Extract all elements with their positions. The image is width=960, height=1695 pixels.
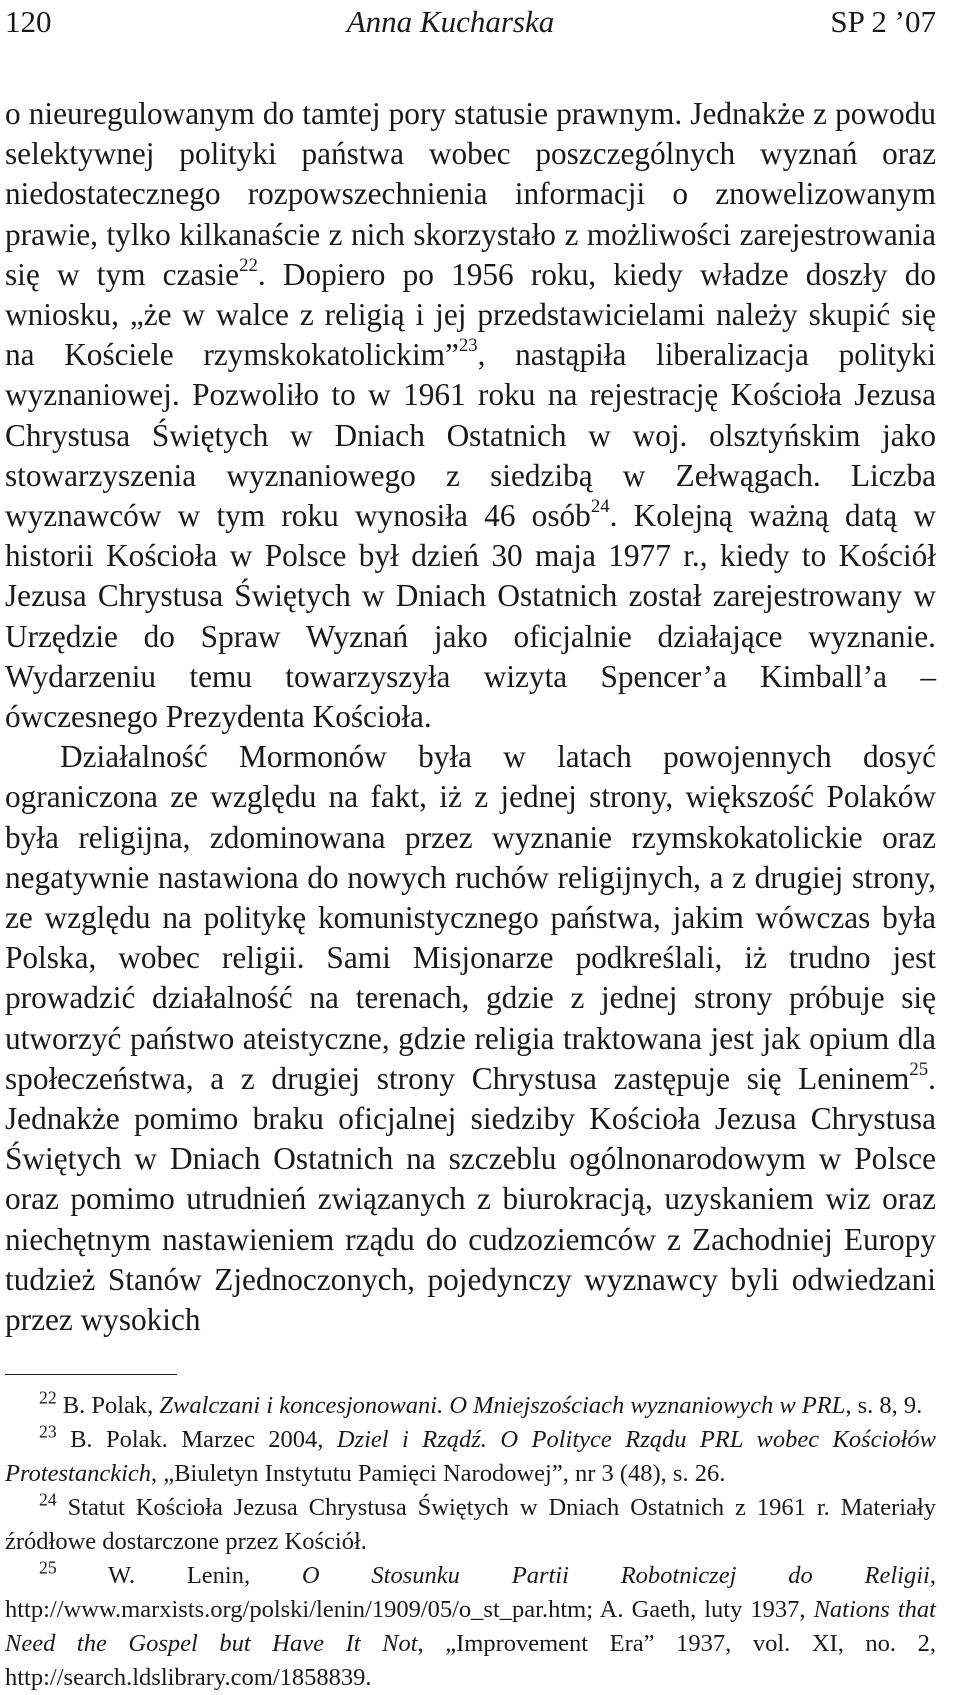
footnote-text: W. Lenin,	[56, 1562, 302, 1590]
footnote-separator	[5, 1374, 177, 1375]
paragraph-2	[5, 737, 936, 1340]
journal-issue: SP 2 ’07	[830, 4, 936, 39]
footnote-text: , „Improvement Era” 1937, vol. XI, no. 2, http://search.ldslibrary.com/1858839.	[5, 1630, 936, 1692]
footnote-title: Zwalczani i koncesjonowani. O Mniejszościach wyznaniowych w PRL	[159, 1392, 846, 1420]
footnote-number: 25	[39, 1557, 57, 1578]
main-text	[5, 94, 936, 1340]
footnote-text: , http://www.marxists.org/polski/lenin/1909/05/o_st_par.htm; A. Gaeth, luty 1937,	[5, 1562, 936, 1624]
footnote-23	[5, 1423, 936, 1491]
paragraph-1	[5, 94, 936, 737]
footnote-ref-25[interactable]: 25	[909, 1058, 929, 1080]
footnote-22	[5, 1389, 936, 1423]
paragraph-1-text-d: . Kolejną ważną datą w historii Kościoła w Polsce był dzień 30 maja 1977 r., kiedy to Kościół Jezusa Chrystusa Świętych w Dniach Ostatnich został zarejestrowany w Urzędzie do Spraw Wyznań jako oficjalnie działające wyznanie. Wydarzeniu temu towarzyszyła wizyta Spencer’a Kimball’a – ówczesnego Prezydenta Kościoła.	[5, 498, 936, 735]
footnote-text: Statut Kościoła Jezusa Chrystusa Świętych w Dniach Ostatnich z 1961 r. Materiały źródłowe dostarczone przez Kościół.	[5, 1494, 936, 1556]
footnote-25	[5, 1559, 936, 1695]
footnote-ref-23[interactable]: 23	[458, 335, 478, 357]
paragraph-2-text-b: . Jednakże pomimo braku oficjalnej siedziby Kościoła Jezusa Chrystusa Świętych w Dniach Ostatnich na szczeblu ogólnonarodowym w Polsce oraz pomimo utrudnień związanych z biurokracją, uzyskaniem wiz oraz niechętnym nastawieniem rządu do cudzoziemców z Zachodniej Europy tudzież Stanów Zjednoczonych, pojedynczy wyznawcy byli odwiedzani przez wysokich	[5, 1060, 936, 1338]
paragraph-1-text-c: , nastąpiła liberalizacja polityki wyznaniowej. Pozwoliło to w 1961 roku na rejestrację Kościoła Jezusa Chrystusa Świętych w Dniach Ostatnich w woj. olsztyńskim jako stowarzyszenia wyznaniowego z siedzibą w Zełwągach. Liczba wyznawców w tym roku wynosiła 46 osób	[5, 337, 936, 534]
footnote-title: Nations that Need the Gospel but Have It Not	[5, 1596, 936, 1658]
paragraph-2-text-a: Działalność Mormonów była w latach powojennych dosyć ograniczona ze względu na fakt, iż z jednej strony, większość Polaków była religijna, zdominowana przez wyznanie rzymskokatolickie oraz negatywnie nastawiona do nowych ruchów religijnych, a z drugiej strony, ze względu na politykę komunistycznego państwa, jakim wówczas była Polska, wobec religii. Sami Misjonarze podkreślali, iż trudno jest prowadzić działalność na terenach, gdzie z jednej strony próbuje się utworzyć państwo ateistyczne, gdzie religia traktowana jest jak opium dla społeczeństwa, a z drugiej strony Chrystusa zastępuje się Leninem	[5, 739, 936, 1096]
footnote-text: , s. 8, 9.	[845, 1392, 923, 1420]
footnote-number: 22	[39, 1387, 57, 1408]
footnotes	[5, 1389, 936, 1695]
page-number: 120	[5, 4, 52, 39]
footnote-ref-22[interactable]: 22	[239, 254, 258, 276]
footnote-title: Dziel i Rządź. O Polityce Rządu PRL wobec Kościołów Protestanckich	[5, 1426, 936, 1488]
running-header	[5, 0, 936, 50]
footnote-number: 23	[39, 1421, 57, 1442]
running-author: Anna Kucharska	[346, 4, 555, 39]
footnote-text: B. Polak,	[56, 1392, 160, 1420]
paragraph-1-text-a: o nieuregulowanym do tamtej pory statusie prawnym. Jednakże z powodu selektywnej polityki państwa wobec poszczególnych wyznań oraz niedostatecznego rozpowszechnienia informacji o znowelizowanym prawie, tylko kilkanaście z nich skorzystało z możliwości zarejestrowania się w tym czasie	[5, 96, 936, 292]
footnote-title: O Stosunku Partii Robotniczej do Religii	[301, 1562, 930, 1590]
footnote-ref-24[interactable]: 24	[590, 495, 610, 517]
paragraph-1-text-b: . Dopiero po 1956 roku, kiedy władze doszły do wniosku, „że w walce z religią i jej przedstawicielami należy skupić się na Kościele rzymskokatolickim”	[5, 256, 937, 373]
footnote-text: , „Biuletyn Instytutu Pamięci Narodowej”, nr 3 (48), s. 26.	[151, 1460, 726, 1488]
footnote-24	[5, 1491, 936, 1559]
footnote-number: 24	[39, 1489, 57, 1510]
footnote-text: B. Polak. Marzec 2004,	[56, 1426, 337, 1454]
